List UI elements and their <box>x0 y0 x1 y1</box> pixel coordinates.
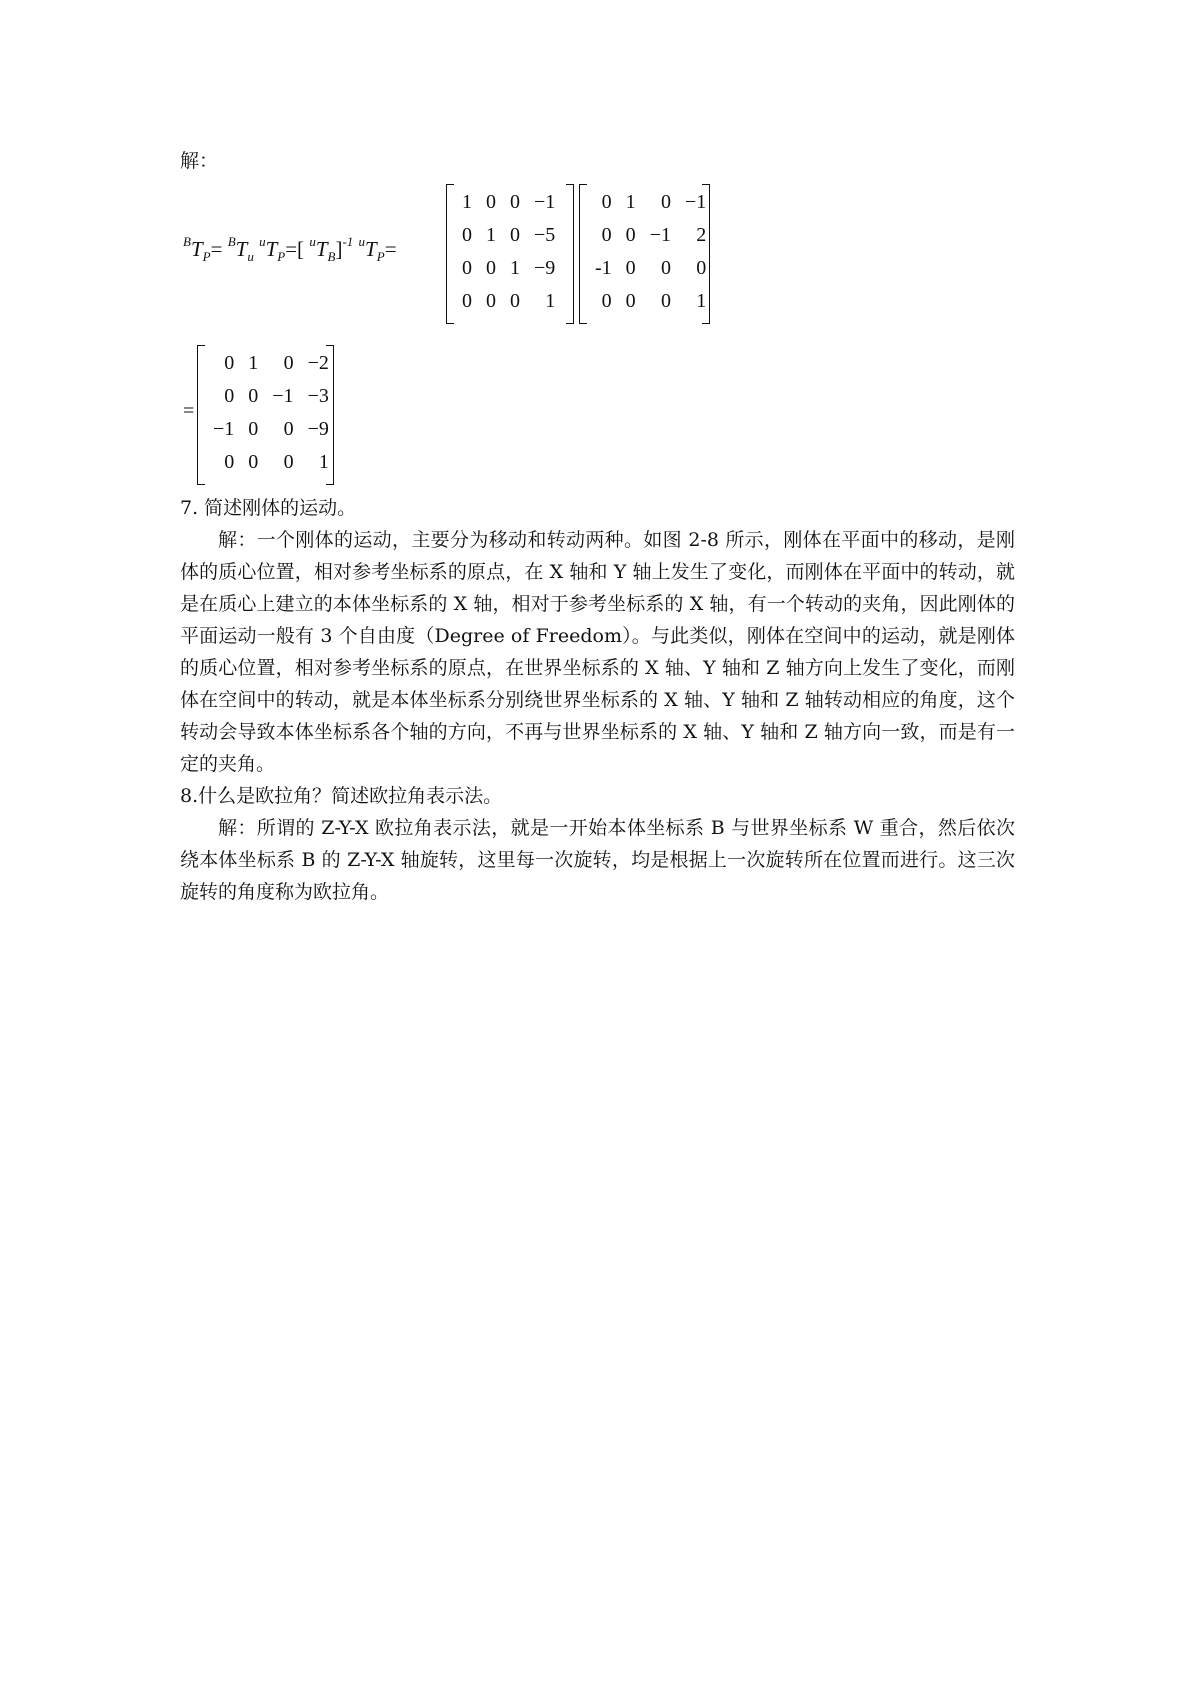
matrix-cell: 0 <box>248 418 259 440</box>
matrix-cell: 0 <box>486 290 496 312</box>
matrix-cell: −9 <box>534 257 556 279</box>
matrix-cell: 1 <box>486 224 496 246</box>
question-7-heading: 7. 简述刚体的运动。 <box>180 497 357 519</box>
matrix-cell: -1 <box>595 257 612 279</box>
solution-label: 解： <box>180 150 219 172</box>
matrix-cell: −9 <box>307 418 329 440</box>
matrix-cell: 0 <box>625 290 636 312</box>
question-8-answer: 解：所谓的 Z-Y-X 欧拉角表示法，就是一开始本体坐标系 B 与世界坐标系 W 重合，然后依次绕本体坐标系 B 的 Z-Y-X 轴旋转，这里每一次旋转，均是根据上一次旋转所在位置而进行。这三次旋转的角度称为欧拉角。 <box>180 817 1015 903</box>
matrix-cell: 0 <box>601 290 612 312</box>
question-7-answer: 解：一个刚体的运动，主要分为移动和转动两种。如图 2-8 所示，刚体在平面中的移动，是刚体的质心位置，相对参考坐标系的原点，在 X 轴和 Y 轴上发生了变化，而刚体在平面中的转动，就是在质心上建立的本体坐标系的 X 轴，相对于参考坐标系的 X 轴，有一个转动的夹角，因此刚体的平面运动一般有 3 个自由度（Degree of Freedom）。与此类似，刚体在空间中的运动，就是刚体的质心位置，相对参考坐标系的原点，在世界坐标系的 X 轴、Y 轴和 Z 轴方向上发生了变化，而刚体在空间中的转动，就是本体坐标系分别绕世界坐标系的 X 轴、Y 轴和 Z 轴转动相应的角度，这个转动会导致本体坐标系各个轴的方向，不再与世界坐标系的 X 轴、Y 轴和 Z 轴方向一致，而是有一定的夹角。 <box>180 529 1015 775</box>
matrix-cell: 0 <box>625 224 636 246</box>
matrix-cell: 0 <box>660 191 671 213</box>
question-8-heading: 8.什么是欧拉角？简述欧拉角表示法。 <box>180 785 503 807</box>
matrix-result <box>197 345 334 485</box>
matrix-cell: 0 <box>660 257 671 279</box>
result-equation <box>183 345 363 485</box>
matrix-cell: 0 <box>462 224 472 246</box>
matrix-row <box>588 285 713 318</box>
matrix-cell: 0 <box>283 352 294 374</box>
matrix-row <box>588 186 713 219</box>
matrix-row <box>206 380 336 413</box>
matrix-cell: 1 <box>510 257 520 279</box>
matrix-cell: 0 <box>224 385 235 407</box>
matrix-row <box>588 219 713 252</box>
matrix-cell: −1 <box>534 191 556 213</box>
matrix-cell: −5 <box>534 224 556 246</box>
matrix-row <box>588 252 713 285</box>
transform-equation <box>183 184 723 324</box>
matrix-cell: 0 <box>660 290 671 312</box>
equation-lhs: $^BT_P= ^BT_u$ $^uT_P=$[ $^uT_B]^{-1}$ $^uT_P=$ <box>183 234 397 265</box>
matrix-cell: −2 <box>307 352 329 374</box>
matrix-cell: 1 <box>248 352 259 374</box>
matrix-row <box>455 186 562 219</box>
matrix-cell: 0 <box>462 290 472 312</box>
matrix-cell: 0 <box>283 451 294 473</box>
matrix-row <box>206 347 336 380</box>
matrix-cell: 1 <box>462 191 472 213</box>
matrix-a <box>446 184 574 324</box>
equals-sign: = <box>183 400 195 422</box>
matrix-row <box>455 219 562 252</box>
matrix-cell: 0 <box>510 224 520 246</box>
matrix-cell: 0 <box>486 191 496 213</box>
matrix-cell: 0 <box>462 257 472 279</box>
matrix-cell: 0 <box>510 290 520 312</box>
matrix-cell: 0 <box>696 257 707 279</box>
matrix-cell: 0 <box>601 191 612 213</box>
matrix-row <box>206 413 336 446</box>
matrix-cell: 2 <box>696 224 707 246</box>
matrix-cell: 1 <box>545 290 556 312</box>
matrix-cell: 0 <box>625 257 636 279</box>
matrix-b <box>579 184 710 324</box>
matrix-cell: −1 <box>272 385 294 407</box>
matrix-row <box>455 285 562 318</box>
matrix-row <box>455 252 562 285</box>
matrix-cell: 0 <box>224 451 235 473</box>
matrix-cell: 0 <box>486 257 496 279</box>
matrix-cell: 0 <box>510 191 520 213</box>
matrix-cell: 0 <box>601 224 612 246</box>
matrix-cell: −1 <box>684 191 707 213</box>
matrix-cell: 0 <box>224 352 235 374</box>
matrix-cell: 0 <box>283 418 294 440</box>
matrix-cell: 0 <box>248 385 259 407</box>
matrix-cell: 1 <box>625 191 636 213</box>
matrix-row <box>206 446 336 479</box>
matrix-cell: 1 <box>318 451 329 473</box>
matrix-cell: −1 <box>649 224 671 246</box>
matrix-cell: 1 <box>696 290 707 312</box>
matrix-cell: −3 <box>307 385 329 407</box>
matrix-cell: −1 <box>213 418 235 440</box>
matrix-cell: 0 <box>248 451 259 473</box>
